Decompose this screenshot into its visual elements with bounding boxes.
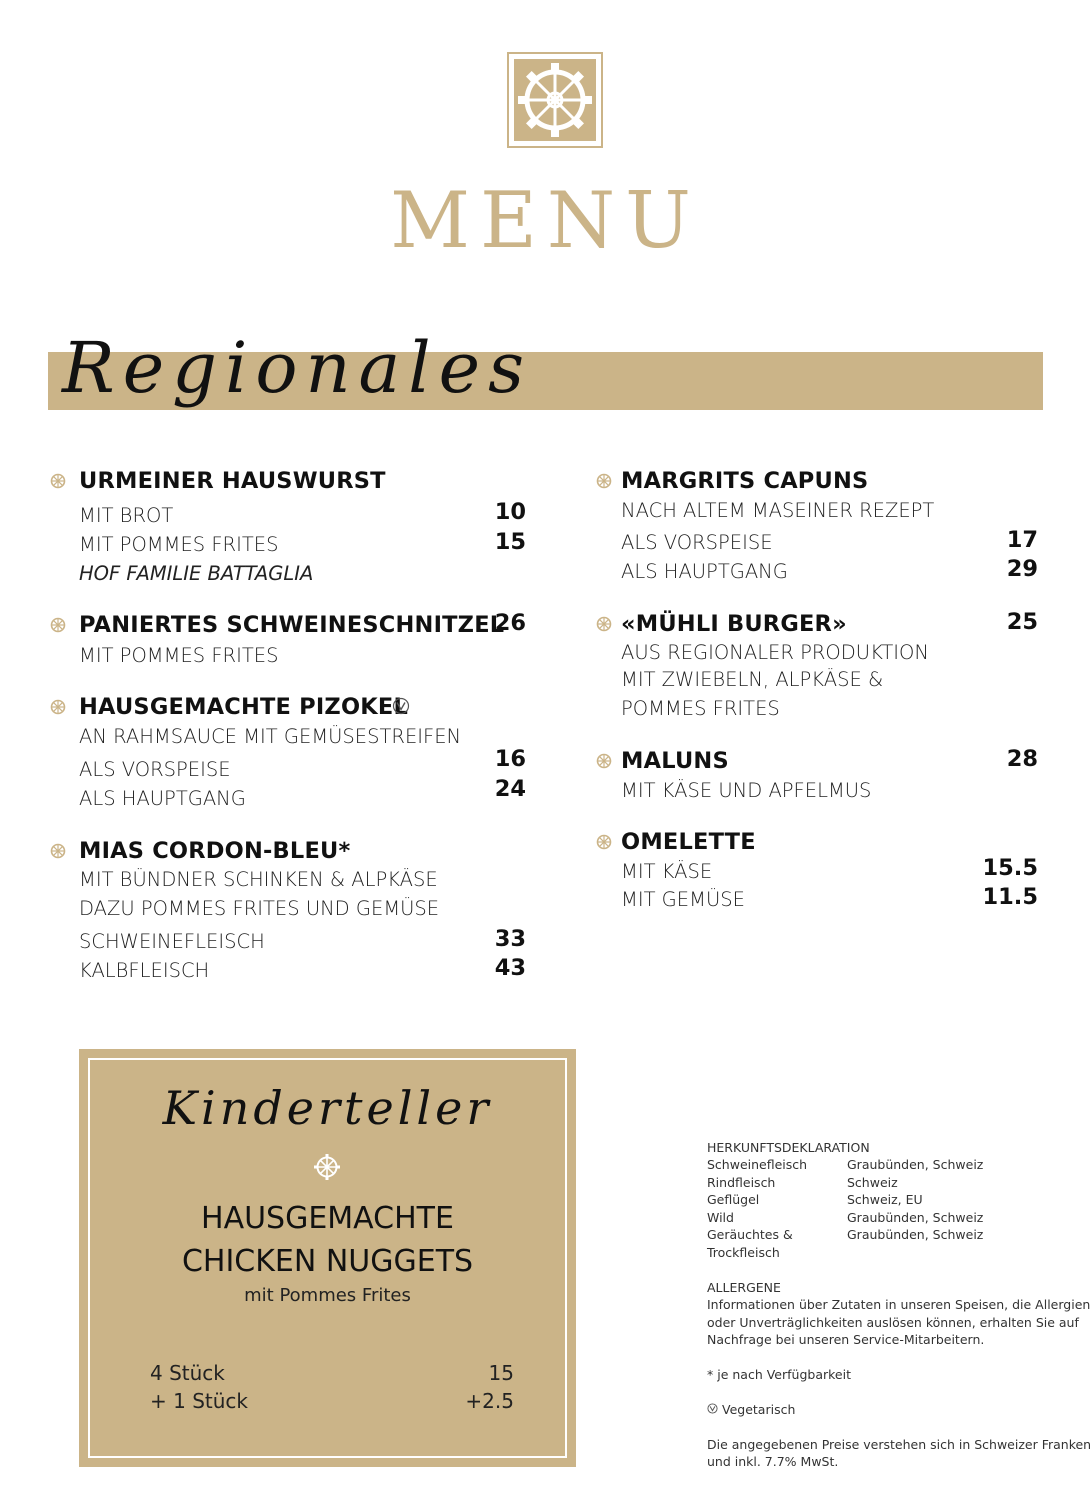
section-title: Regionales: [62, 327, 533, 409]
item-price: 26: [494, 610, 526, 636]
item-title: OMELETTE: [621, 829, 756, 855]
mill-wheel-icon: [514, 59, 596, 141]
item-line: NACH ALTEM MASEINER REZEPT: [621, 499, 935, 522]
kids-row-label: 4 Stück: [150, 1361, 225, 1385]
origin-country: Graubünden, Schweiz: [847, 1210, 984, 1225]
item-price: 28: [1006, 746, 1038, 772]
origin-country: Schweiz: [847, 1175, 898, 1190]
item-line: AN RAHMSAUCE MIT GEMÜSESTREIFEN: [79, 725, 462, 748]
kids-dish-title-line: HAUSGEMACHTE: [201, 1201, 454, 1236]
item-price: 10: [494, 499, 526, 525]
allergen-text: Nachfrage bei unseren Service-Mitarbeitern.: [707, 1332, 985, 1347]
item-origin-note: HOF FAMILIE BATTAGLIA: [79, 562, 314, 585]
price-note: Die angegebenen Preise verstehen sich in Schweizer Franken: [707, 1437, 1091, 1452]
item-line: POMMES FRITES: [621, 697, 780, 720]
footnote-availability: * je nach Verfügbarkeit: [707, 1367, 851, 1382]
origin-meat: Schweinefleisch: [707, 1157, 808, 1172]
footnote-vegetarian: Vegetarisch: [722, 1402, 796, 1417]
mill-wheel-icon: [313, 1153, 341, 1181]
item-line: MIT BÜNDNER SCHINKEN & ALPKÄSE: [79, 868, 438, 891]
item-line: MIT ZWIEBELN, ALPKÄSE &: [621, 668, 884, 691]
kids-dish-title: [79, 1197, 576, 1283]
item-price: 29: [1006, 556, 1038, 582]
origin-meat: Rindfleisch: [707, 1175, 776, 1190]
item-title: HAUSGEMACHTE PIZOKEL: [79, 694, 409, 720]
allergen-text: Informationen über Zutaten in unseren Speisen, die Allergien: [707, 1297, 1091, 1312]
item-price: 16: [494, 746, 526, 772]
origin-meat: Trockfleisch: [707, 1245, 780, 1260]
item-price: 24: [494, 776, 526, 802]
wheel-bullet-icon: [596, 753, 612, 769]
wheel-bullet-icon: [596, 616, 612, 632]
origin-country: Schweiz, EU: [847, 1192, 923, 1207]
allergen-text: oder Unverträglichkeiten auslösen können, erhalten Sie auf: [707, 1315, 1079, 1330]
kids-menu-box: [79, 1049, 576, 1467]
logo: [507, 52, 603, 148]
item-price: 11.5: [982, 884, 1038, 910]
kids-dish-subtitle: mit Pommes Frites: [244, 1285, 411, 1306]
origin-meat: Geflügel: [707, 1192, 760, 1207]
item-price: 43: [494, 955, 526, 981]
item-line: MIT KÄSE UND APFELMUS: [621, 779, 872, 802]
item-line: ALS VORSPEISE: [79, 758, 231, 781]
item-title: «MÜHLI BURGER»: [621, 611, 847, 637]
origin-country: Graubünden, Schweiz: [847, 1157, 984, 1172]
kids-row-price: 15: [488, 1361, 514, 1385]
item-price: 17: [1006, 527, 1038, 553]
item-line: MIT KÄSE: [621, 860, 713, 883]
item-title: URMEINER HAUSWURST: [79, 468, 386, 494]
item-line: MIT BROT: [79, 504, 174, 527]
item-price: 15.5: [982, 855, 1038, 881]
item-price: 15: [494, 529, 526, 555]
kids-menu-title: Kinderteller: [162, 1081, 493, 1135]
item-line: AUS REGIONALER PRODUKTION: [621, 641, 929, 664]
kids-row-label: + 1 Stück: [150, 1389, 248, 1413]
item-price: 33: [494, 926, 526, 952]
kids-row-price: +2.5: [465, 1389, 514, 1413]
vegetarian-icon: [392, 697, 410, 715]
price-note: und inkl. 7.7% MwSt.: [707, 1454, 839, 1469]
origin-title: HERKUNFTSDEKLARATION: [707, 1140, 870, 1155]
item-line: MIT POMMES FRITES: [79, 644, 279, 667]
wheel-bullet-icon: [50, 617, 66, 633]
item-title: MARGRITS CAPUNS: [621, 468, 869, 494]
allergen-title: ALLERGENE: [707, 1280, 781, 1295]
item-line: ALS VORSPEISE: [621, 531, 773, 554]
wheel-bullet-icon: [50, 473, 66, 489]
wheel-bullet-icon: [596, 834, 612, 850]
item-line: SCHWEINEFLEISCH: [79, 930, 265, 953]
item-title: PANIERTES SCHWEINESCHNITZEL: [79, 612, 505, 638]
item-line: KALBFLEISCH: [79, 959, 210, 982]
origin-meat: Wild: [707, 1210, 734, 1225]
item-line: ALS HAUPTGANG: [79, 787, 246, 810]
wheel-bullet-icon: [50, 699, 66, 715]
wheel-bullet-icon: [50, 843, 66, 859]
item-line: MIT POMMES FRITES: [79, 533, 279, 556]
kids-dish-title-line: CHICKEN NUGGETS: [181, 1244, 474, 1279]
item-title: MALUNS: [621, 748, 729, 774]
item-price: 25: [1006, 609, 1038, 635]
item-line: DAZU POMMES FRITES UND GEMÜSE: [79, 897, 440, 920]
item-line: MIT GEMÜSE: [621, 888, 745, 911]
wheel-bullet-icon: [596, 473, 612, 489]
item-line: ALS HAUPTGANG: [621, 560, 788, 583]
origin-country: Graubünden, Schweiz: [847, 1227, 984, 1242]
origin-meat: Geräuchtes &: [707, 1227, 793, 1242]
menu-title: MENU: [390, 176, 701, 266]
item-title: MIAS CORDON-BLEU*: [79, 838, 351, 864]
vegetarian-icon: [707, 1403, 718, 1414]
